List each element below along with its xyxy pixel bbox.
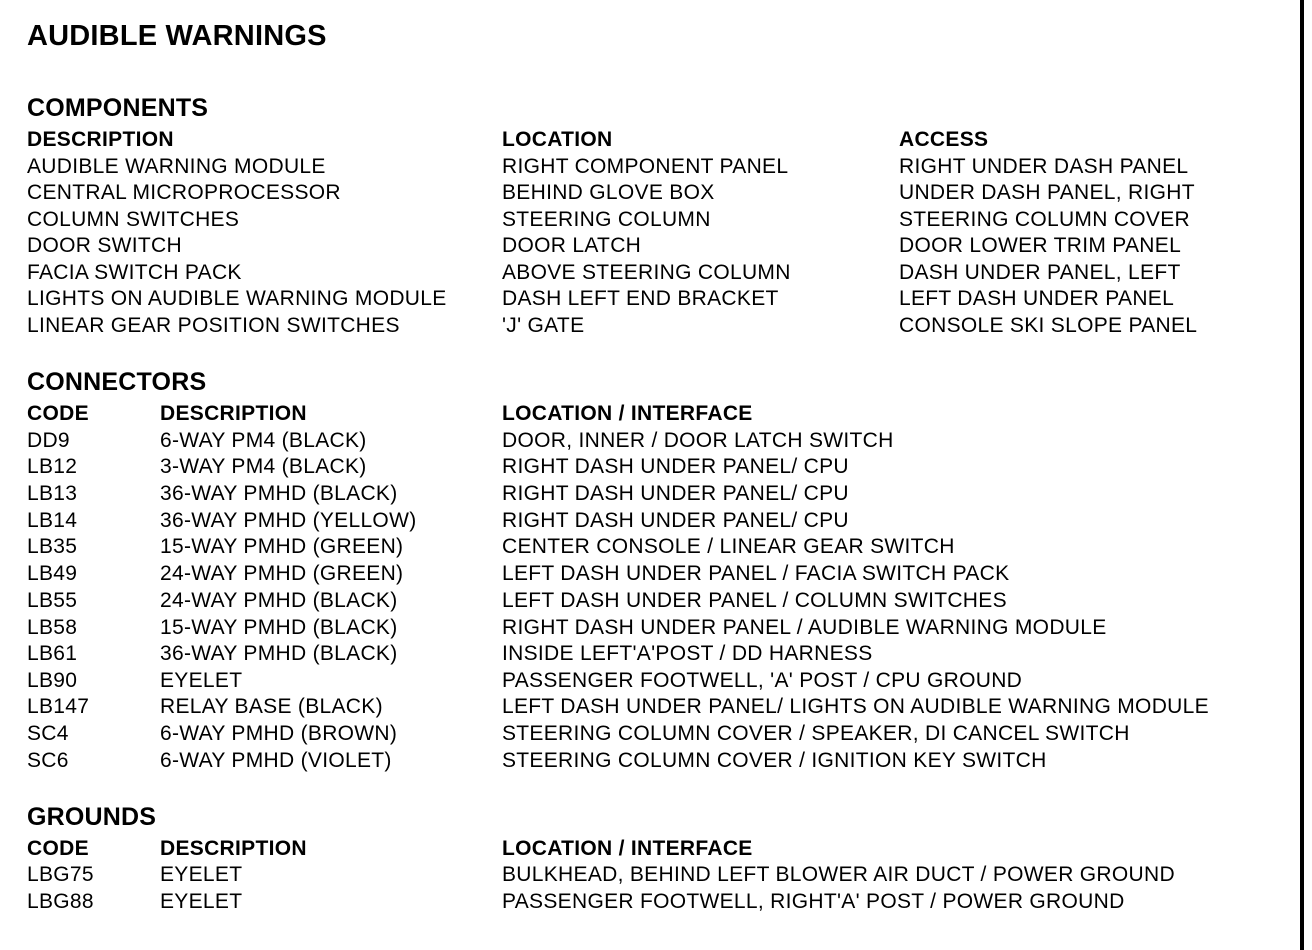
table-row (0, 721, 1300, 747)
component-access: LEFT DASH UNDER PANEL (899, 287, 1175, 310)
grounds-header-location: LOCATION / INTERFACE (502, 837, 753, 860)
connector-code: LB35 (27, 535, 78, 558)
connector-description: RELAY BASE (BLACK) (160, 695, 383, 718)
table-row (0, 233, 1300, 259)
connector-location: DOOR, INNER / DOOR LATCH SWITCH (502, 429, 894, 452)
component-location: BEHIND GLOVE BOX (502, 181, 715, 204)
component-location: 'J' GATE (502, 314, 585, 337)
table-row (0, 534, 1300, 560)
table-row (0, 508, 1300, 534)
connector-location: LEFT DASH UNDER PANEL / COLUMN SWITCHES (502, 589, 1007, 612)
component-location: ABOVE STEERING COLUMN (502, 261, 791, 284)
table-row (0, 588, 1300, 614)
ground-description: EYELET (160, 890, 243, 913)
component-access: DASH UNDER PANEL, LEFT (899, 261, 1181, 284)
connector-description: 36-WAY PMHD (BLACK) (160, 642, 398, 665)
grounds-header-row (0, 836, 1300, 862)
connector-description: 6-WAY PM4 (BLACK) (160, 429, 367, 452)
table-row (0, 481, 1300, 507)
component-access: STEERING COLUMN COVER (899, 208, 1190, 231)
connector-code: SC4 (27, 722, 69, 745)
connector-description: 24-WAY PMHD (BLACK) (160, 589, 398, 612)
page-edge-rule (1300, 0, 1304, 950)
components-header-description: DESCRIPTION (27, 128, 174, 151)
connector-location: RIGHT DASH UNDER PANEL/ CPU (502, 455, 849, 478)
connector-code: LB61 (27, 642, 78, 665)
table-row (0, 260, 1300, 286)
component-description: LIGHTS ON AUDIBLE WARNING MODULE (27, 287, 447, 310)
table-row (0, 561, 1300, 587)
component-description: DOOR SWITCH (27, 234, 182, 257)
table-row (0, 154, 1300, 180)
connector-code: LB13 (27, 482, 78, 505)
connector-description: 6-WAY PMHD (BROWN) (160, 722, 398, 745)
connector-description: 24-WAY PMHD (GREEN) (160, 562, 404, 585)
connector-location: RIGHT DASH UNDER PANEL/ CPU (502, 509, 849, 532)
connector-code: LB147 (27, 695, 90, 718)
components-header-row (0, 127, 1300, 153)
connector-code: LB58 (27, 616, 78, 639)
ground-code: LBG88 (27, 890, 94, 913)
connector-code: LB55 (27, 589, 78, 612)
connector-description: 15-WAY PMHD (BLACK) (160, 616, 398, 639)
table-row (0, 286, 1300, 312)
table-row (0, 862, 1300, 888)
connector-code: LB12 (27, 455, 78, 478)
connector-code: LB90 (27, 669, 78, 692)
connector-location: INSIDE LEFT'A'POST / DD HARNESS (502, 642, 873, 665)
connector-location: LEFT DASH UNDER PANEL/ LIGHTS ON AUDIBLE WARNING MODULE (502, 695, 1209, 718)
table-row (0, 748, 1300, 774)
component-location: DASH LEFT END BRACKET (502, 287, 779, 310)
connector-code: LB14 (27, 509, 78, 532)
connector-code: DD9 (27, 429, 70, 452)
grounds-header-code: CODE (27, 837, 89, 860)
ground-location: BULKHEAD, BEHIND LEFT BLOWER AIR DUCT / POWER GROUND (502, 863, 1175, 886)
connector-description: 6-WAY PMHD (VIOLET) (160, 749, 392, 772)
connectors-header-code: CODE (27, 402, 89, 425)
connector-description: 15-WAY PMHD (GREEN) (160, 535, 404, 558)
connectors-heading: CONNECTORS (27, 368, 207, 396)
table-row (0, 180, 1300, 206)
connector-description: 36-WAY PMHD (BLACK) (160, 482, 398, 505)
connector-description: EYELET (160, 669, 243, 692)
ground-code: LBG75 (27, 863, 94, 886)
connector-location: RIGHT DASH UNDER PANEL/ CPU (502, 482, 849, 505)
connector-location: LEFT DASH UNDER PANEL / FACIA SWITCH PACK (502, 562, 1010, 585)
table-row (0, 668, 1300, 694)
components-heading: COMPONENTS (27, 94, 209, 122)
component-access: RIGHT UNDER DASH PANEL (899, 155, 1189, 178)
connector-description: 3-WAY PM4 (BLACK) (160, 455, 367, 478)
connectors-header-location: LOCATION / INTERFACE (502, 402, 753, 425)
connector-location: STEERING COLUMN COVER / SPEAKER, DI CANCEL SWITCH (502, 722, 1130, 745)
connectors-header-description: DESCRIPTION (160, 402, 307, 425)
table-row (0, 454, 1300, 480)
component-access: CONSOLE SKI SLOPE PANEL (899, 314, 1198, 337)
component-description: CENTRAL MICROPROCESSOR (27, 181, 341, 204)
table-row (0, 889, 1300, 915)
ground-description: EYELET (160, 863, 243, 886)
connector-location: RIGHT DASH UNDER PANEL / AUDIBLE WARNING MODULE (502, 616, 1107, 639)
table-row (0, 615, 1300, 641)
table-row (0, 313, 1300, 339)
table-row (0, 428, 1300, 454)
connector-description: 36-WAY PMHD (YELLOW) (160, 509, 417, 532)
connector-code: SC6 (27, 749, 69, 772)
components-header-location: LOCATION (502, 128, 613, 151)
connector-location: CENTER CONSOLE / LINEAR GEAR SWITCH (502, 535, 955, 558)
table-row (0, 694, 1300, 720)
component-location: STEERING COLUMN (502, 208, 711, 231)
component-description: LINEAR GEAR POSITION SWITCHES (27, 314, 400, 337)
component-description: COLUMN SWITCHES (27, 208, 240, 231)
component-access: UNDER DASH PANEL, RIGHT (899, 181, 1195, 204)
ground-location: PASSENGER FOOTWELL, RIGHT'A' POST / POWER GROUND (502, 890, 1125, 913)
table-row (0, 641, 1300, 667)
component-access: DOOR LOWER TRIM PANEL (899, 234, 1182, 257)
components-header-access: ACCESS (899, 128, 989, 151)
table-row (0, 207, 1300, 233)
component-description: FACIA SWITCH PACK (27, 261, 242, 284)
connectors-header-row (0, 401, 1300, 427)
connector-code: LB49 (27, 562, 78, 585)
grounds-heading: GROUNDS (27, 803, 157, 831)
connector-location: PASSENGER FOOTWELL, 'A' POST / CPU GROUND (502, 669, 1023, 692)
component-description: AUDIBLE WARNING MODULE (27, 155, 326, 178)
component-location: RIGHT COMPONENT PANEL (502, 155, 789, 178)
grounds-header-description: DESCRIPTION (160, 837, 307, 860)
component-location: DOOR LATCH (502, 234, 642, 257)
page-title: AUDIBLE WARNINGS (27, 20, 327, 52)
connector-location: STEERING COLUMN COVER / IGNITION KEY SWITCH (502, 749, 1047, 772)
